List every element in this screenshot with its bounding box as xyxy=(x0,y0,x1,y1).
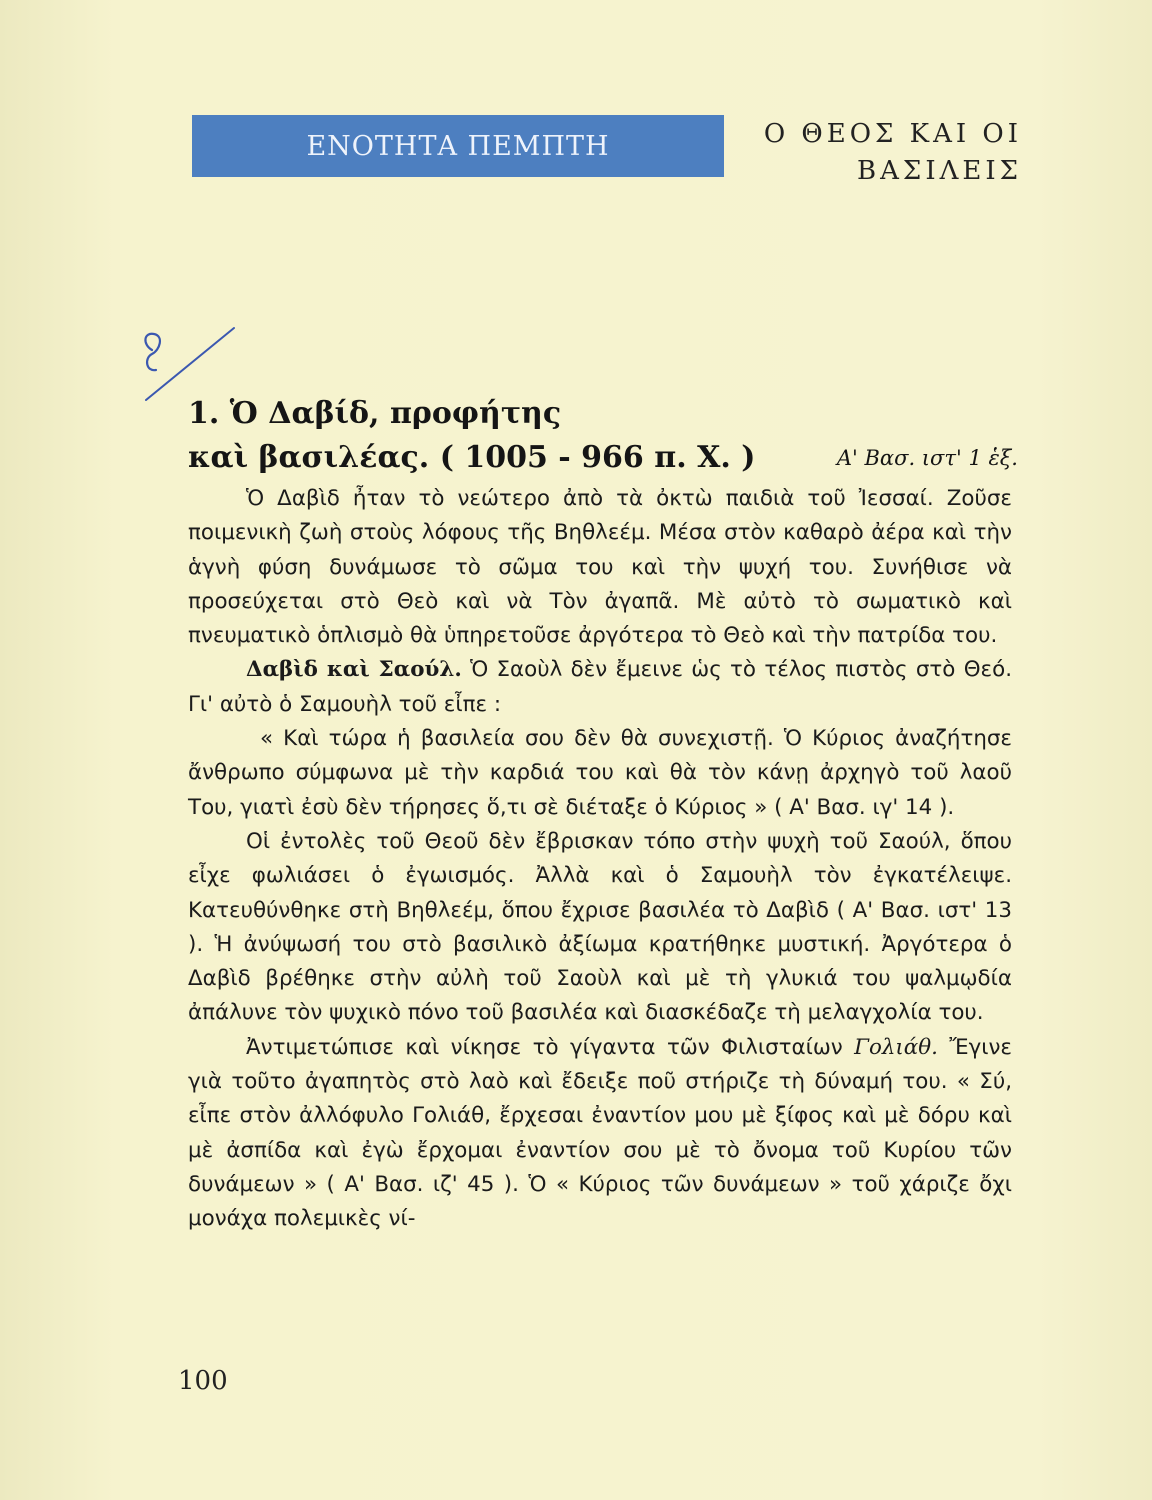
lesson-title-line-2: καὶ βασιλέας. ( 1005 - 966 π. Χ. ) xyxy=(188,440,756,475)
lesson-title-line-1: 1. Ὁ Δαβίδ, προφήτης xyxy=(188,396,562,431)
chapter-title-line-2: ΒΑΣΙΛΕΙΣ xyxy=(857,156,1022,186)
paragraph-4: Οἱ ἐντολὲς τοῦ Θεοῦ δὲν ἔβρισκαν τόπο στὴν ψυχὴ τοῦ Σαούλ, ὅπου εἶχε φωλιάσει ὁ ἐγωισμός. Ἀλλὰ καὶ ὁ Σαμουὴλ τὸν ἐγκατέλειψε. Κατευθύνθηκε στὴ Βηθλεέμ, ὅπου ἔχρισε βασιλέα τὸ Δαβὶδ ( Α' Βασ. ιστ' 13 ). Ἡ ἀνύψωσή του στὸ βασιλικὸ ἀξίωμα κρατήθηκε μυστική. Ἀργότερα ὁ Δαβὶδ βρέθηκε στὴν αὐλὴ τοῦ Σαοὺλ καὶ μὲ τὴ γλυκιά του ψαλμῳδία ἀπάλυνε τὸν ψυχικὸ πόνο τοῦ βασιλέα καὶ διασκέδαζε τὴ μελαγχολία του. xyxy=(188,828,1012,1026)
section-label: ΕΝΟΤΗΤΑ ΠΕΜΠΤΗ xyxy=(306,130,610,162)
goliath-italic: Γολιάθ. xyxy=(854,1034,938,1060)
run-in-heading: Δαβὶδ καὶ Σαούλ. xyxy=(246,657,462,683)
scripture-reference: Α' Βασ. ιστ' 1 ἑξ. xyxy=(836,446,1018,470)
chapter-title-line-1: Ο ΘΕΟΣ ΚΑΙ ΟΙ xyxy=(763,119,1022,149)
lesson-heading xyxy=(188,392,1028,480)
page-number: 100 xyxy=(178,1366,228,1396)
paragraph-1: Ὁ Δαβὶδ ἦταν τὸ νεώτερο ἀπὸ τὰ ὀκτὼ παιδιὰ τοῦ Ἰεσσαί. Ζοῦσε ποιμενικὴ ζωὴ στοὺς λόφους τῆς Βηθλεέμ. Μέσα στὸν καθαρὸ ἀέρα καὶ τὴν ἁγνὴ φύση δυνάμωσε τὸ σῶμα του καὶ τὴν ψυχή του. Συνήθισε νὰ προσεύχεται στὸ Θεὸ καὶ νὰ Τὸν ἀγαπᾶ. Μὲ αὐτὸ τὸ σωματικὸ καὶ πνευματικὸ ὁπλισμὸ θὰ ὑπηρετοῦσε ἀργότερα τὸ Θεὸ καὶ τὴν πατρίδα του. xyxy=(188,486,1012,649)
paragraph-5-text: Ἀντιμετώπισε καὶ νίκησε τὸ γίγαντα τῶν Φιλισταίων xyxy=(246,1034,855,1060)
chapter-title xyxy=(740,116,1022,190)
paragraph-2 xyxy=(188,653,1012,722)
paragraph-2-text: Ὁ Σαοὺλ δὲν ἔμεινε ὡς τὸ τέλος πιστὸς στὸ Θεό. Γι' αὐτὸ ὁ Σαμουὴλ τοῦ εἶπε : xyxy=(188,657,1012,717)
section-banner xyxy=(192,115,724,177)
body-text xyxy=(188,482,1012,1237)
paragraph-5 xyxy=(188,1031,1012,1237)
quotation: « Καὶ τώρα ἡ βασιλεία σου δὲν θὰ συνεχιστῇ. Ὁ Κύριος ἀναζήτησε ἄνθρωπο σύμφωνα μὲ τὴν καρδιά του καὶ θὰ τὸν κάνῃ ἀρχηγὸ τοῦ λαοῦ Του, γιατὶ ἐσὺ δὲν τήρησες ὅ,τι σὲ διέταξε ὁ Κύριος » ( Α' Βασ. ιγ' 14 ). xyxy=(188,726,1012,820)
paragraph-5-rest: Ἔγινε γιὰ τοῦτο ἀγαπητὸς στὸ λαὸ καὶ ἔδειξε ποῦ στήριζε τὴ δύναμή του. « Σύ, εἶπε στὸν ἀλλόφυλο Γολιάθ, ἔρχεσαι ἐναντίον μου μὲ ξίφος καὶ μὲ δόρυ καὶ μὲ ἀσπίδα καὶ ἐγὼ ἔρχομαι ἐναντίον σου μὲ τὸ ὄνομα τοῦ Κυρίου τῶν δυνάμεων » ( Α' Βασ. ιζ' 45 ). Ὁ « Κύριος τῶν δυνάμεων » τοῦ χάριζε ὄχι μονάχα πολεμικὲς νί- xyxy=(188,1034,1012,1232)
